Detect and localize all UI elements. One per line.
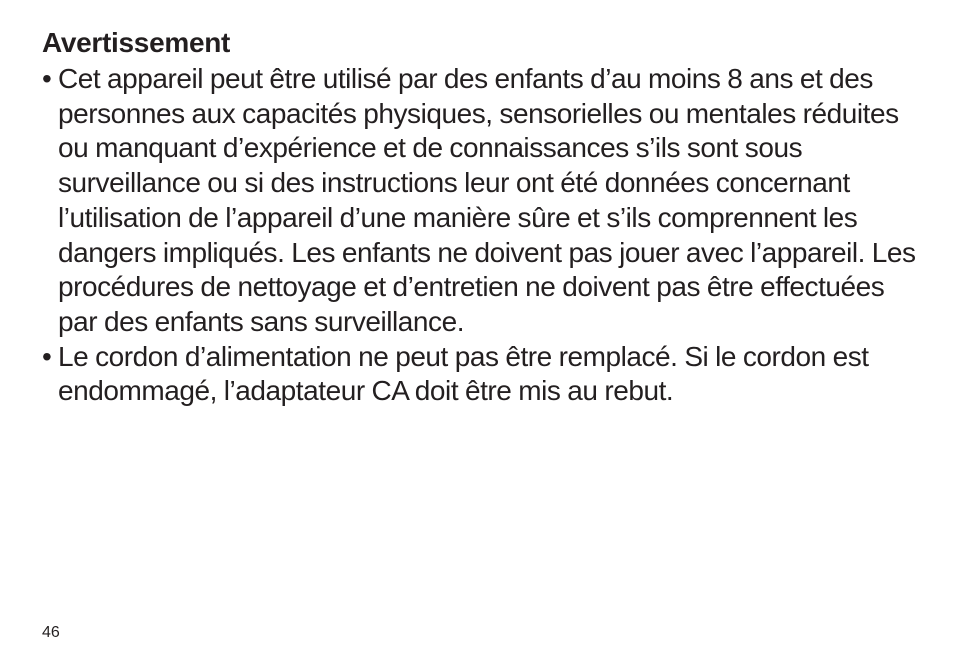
bullet-icon: • — [42, 340, 52, 372]
page-number: 46 — [42, 624, 60, 641]
warning-item-children-supervision — [42, 62, 922, 340]
warning-item-text: Cet appareil peut être utilisé par des enfants d’au moins 8 ans et des personnes aux capacités physiques, sensorielles ou mentales réduites ou manquant d’expérience et de connaissances s’ils sont sous surveillance ou si des instructions leur ont été données concernant l’utilisation de l’appareil d’une manière sûre et s’ils comprennent les dangers impliqués. Les enfants ne doivent pas jouer avec l’appareil. Les procédures de nettoyage et d’entretien ne doivent pas être effectuées par des enfants sans surveillance. — [58, 63, 916, 337]
warning-item-power-cord — [42, 340, 922, 409]
warning-item-text: Le cordon d’alimentation ne peut pas être remplacé. Si le cordon est endommagé, l’adaptateur CA doit être mis au rebut. — [58, 340, 869, 407]
bullet-icon: • — [42, 63, 52, 94]
warning-list — [42, 62, 922, 409]
warning-heading: Avertissement — [42, 27, 231, 58]
